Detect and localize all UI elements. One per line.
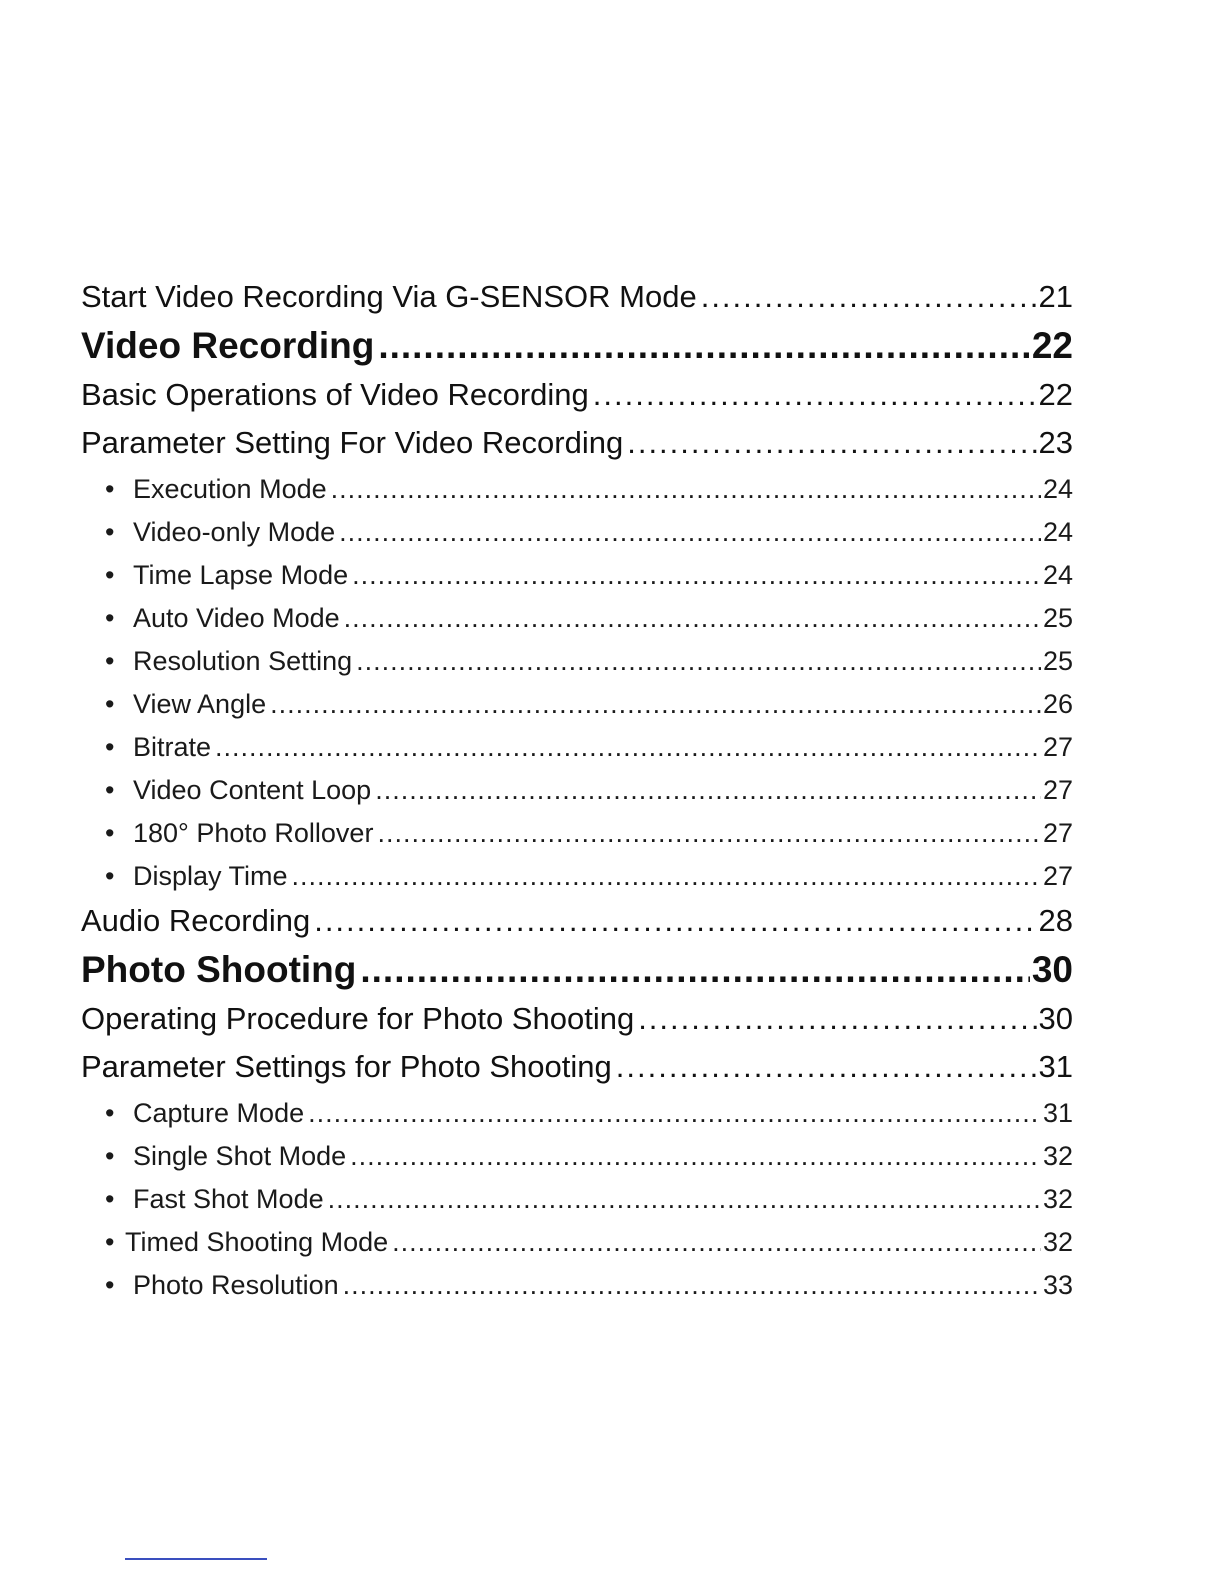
footer-rule bbox=[125, 1558, 267, 1560]
toc-entry-title: Capture Mode bbox=[133, 1098, 305, 1128]
dot-leader bbox=[331, 469, 1041, 509]
table-of-contents bbox=[81, 275, 1073, 1308]
toc-entry-title: Time Lapse Mode bbox=[133, 560, 349, 590]
bullet-icon: • bbox=[105, 517, 115, 547]
toc-entry-page: 26 bbox=[1042, 689, 1073, 719]
toc-entry-title: Start Video Recording Via G-SENSOR Mode bbox=[81, 279, 697, 314]
toc-entry-page: 23 bbox=[1038, 425, 1073, 460]
toc-entry-page: 27 bbox=[1042, 775, 1073, 805]
toc-entry-title: Parameter Settings for Photo Shooting bbox=[81, 1049, 612, 1084]
dot-leader bbox=[392, 1222, 1041, 1262]
bullet-icon: • bbox=[105, 646, 115, 676]
dot-leader bbox=[308, 1093, 1041, 1133]
bullet-icon: • bbox=[105, 818, 115, 848]
toc-entry-page: 24 bbox=[1042, 560, 1073, 590]
toc-entry-page: 31 bbox=[1042, 1098, 1073, 1128]
bullet-icon: • bbox=[105, 1098, 115, 1128]
toc-entry-title: Timed Shooting Mode bbox=[125, 1227, 389, 1257]
bullet-icon: • bbox=[105, 775, 115, 805]
toc-entry-title: Display Time bbox=[133, 861, 288, 891]
toc-entry-page: 32 bbox=[1042, 1227, 1073, 1257]
toc-item-bitrate[interactable] bbox=[81, 727, 1073, 770]
toc-item-auto-video-mode[interactable] bbox=[81, 598, 1073, 641]
toc-entry-title: Single Shot Mode bbox=[133, 1141, 347, 1171]
dot-leader bbox=[360, 947, 1029, 993]
dot-leader bbox=[377, 813, 1041, 853]
toc-entry-title: Operating Procedure for Photo Shooting bbox=[81, 1001, 635, 1036]
toc-entry-audio-recording[interactable] bbox=[81, 899, 1073, 947]
toc-entry-title: Video Content Loop bbox=[133, 775, 372, 805]
toc-entry-page: 32 bbox=[1042, 1184, 1073, 1214]
dot-leader bbox=[344, 598, 1041, 638]
bullet-icon: • bbox=[105, 1227, 115, 1257]
dot-leader bbox=[701, 275, 1037, 319]
dot-leader bbox=[627, 421, 1036, 465]
toc-entry-page: 21 bbox=[1038, 279, 1073, 314]
toc-item-photo-resolution[interactable] bbox=[81, 1265, 1073, 1308]
toc-entry-page: 31 bbox=[1038, 1049, 1073, 1084]
toc-entry-page: 30 bbox=[1038, 1001, 1073, 1036]
toc-entry-title: Photo Shooting bbox=[81, 949, 357, 990]
toc-entry-title: 180° Photo Rollover bbox=[133, 818, 374, 848]
bullet-icon: • bbox=[105, 1184, 115, 1214]
toc-item-single-shot-mode[interactable] bbox=[81, 1136, 1073, 1179]
toc-item-fast-shot-mode[interactable] bbox=[81, 1179, 1073, 1222]
toc-item-display-time[interactable] bbox=[81, 856, 1073, 899]
toc-entry-page: 33 bbox=[1042, 1270, 1073, 1300]
dot-leader bbox=[638, 997, 1036, 1041]
toc-entry-parameter-setting-video[interactable] bbox=[81, 421, 1073, 469]
dot-leader bbox=[593, 373, 1037, 417]
toc-entry-title: Photo Resolution bbox=[133, 1270, 339, 1300]
bullet-icon: • bbox=[105, 603, 115, 633]
toc-entry-title: Bitrate bbox=[133, 732, 212, 762]
toc-item-timed-shooting-mode[interactable] bbox=[81, 1222, 1073, 1265]
dot-leader bbox=[356, 641, 1041, 681]
dot-leader bbox=[352, 555, 1041, 595]
toc-entry-title: Audio Recording bbox=[81, 903, 311, 938]
bullet-icon: • bbox=[105, 474, 115, 504]
dot-leader bbox=[375, 770, 1041, 810]
dot-leader bbox=[270, 684, 1041, 724]
toc-entry-page: 22 bbox=[1031, 325, 1073, 366]
toc-entry-page: 27 bbox=[1042, 861, 1073, 891]
toc-entry-basic-operations[interactable] bbox=[81, 373, 1073, 421]
toc-entry-page: 24 bbox=[1042, 517, 1073, 547]
toc-entry-page: 32 bbox=[1042, 1141, 1073, 1171]
toc-chapter-video-recording[interactable] bbox=[81, 323, 1073, 373]
toc-entry-title: Execution Mode bbox=[133, 474, 327, 504]
toc-entry-page: 22 bbox=[1038, 377, 1073, 412]
toc-item-resolution-setting[interactable] bbox=[81, 641, 1073, 684]
toc-entry-title: View Angle bbox=[133, 689, 267, 719]
dot-leader bbox=[339, 512, 1041, 552]
toc-entry-title: Resolution Setting bbox=[133, 646, 353, 676]
toc-entry-page: 27 bbox=[1042, 732, 1073, 762]
toc-item-view-angle[interactable] bbox=[81, 684, 1073, 727]
bullet-icon: • bbox=[105, 732, 115, 762]
toc-entry-title: Video Recording bbox=[81, 325, 375, 366]
toc-entry-page: 24 bbox=[1042, 474, 1073, 504]
toc-item-time-lapse-mode[interactable] bbox=[81, 555, 1073, 598]
toc-entry-title: Parameter Setting For Video Recording bbox=[81, 425, 624, 460]
toc-entry-start-video-recording-g-sensor[interactable] bbox=[81, 275, 1073, 323]
toc-entry-title: Video-only Mode bbox=[133, 517, 336, 547]
dot-leader bbox=[616, 1045, 1037, 1089]
toc-entry-page: 27 bbox=[1042, 818, 1073, 848]
toc-entry-title: Basic Operations of Video Recording bbox=[81, 377, 589, 412]
toc-entry-title: Fast Shot Mode bbox=[133, 1184, 324, 1214]
toc-chapter-photo-shooting[interactable] bbox=[81, 947, 1073, 997]
toc-item-photo-rollover[interactable] bbox=[81, 813, 1073, 856]
dot-leader bbox=[350, 1136, 1041, 1176]
bullet-icon: • bbox=[105, 1141, 115, 1171]
bullet-icon: • bbox=[105, 689, 115, 719]
toc-entry-operating-procedure-photo[interactable] bbox=[81, 997, 1073, 1045]
bullet-icon: • bbox=[105, 1270, 115, 1300]
dot-leader bbox=[378, 323, 1030, 369]
toc-entry-page: 25 bbox=[1042, 603, 1073, 633]
toc-item-video-content-loop[interactable] bbox=[81, 770, 1073, 813]
dot-leader bbox=[314, 899, 1036, 943]
toc-entry-page: 25 bbox=[1042, 646, 1073, 676]
toc-entry-title: Auto Video Mode bbox=[133, 603, 340, 633]
toc-entry-page: 30 bbox=[1031, 949, 1073, 990]
toc-item-video-only-mode[interactable] bbox=[81, 512, 1073, 555]
dot-leader bbox=[215, 727, 1041, 767]
bullet-icon: • bbox=[105, 560, 115, 590]
toc-entry-parameter-settings-photo[interactable] bbox=[81, 1045, 1073, 1093]
toc-item-capture-mode[interactable] bbox=[81, 1093, 1073, 1136]
dot-leader bbox=[343, 1265, 1041, 1305]
dot-leader bbox=[292, 856, 1041, 896]
bullet-icon: • bbox=[105, 861, 115, 891]
dot-leader bbox=[328, 1179, 1041, 1219]
toc-entry-page: 28 bbox=[1038, 903, 1073, 938]
toc-item-execution-mode[interactable] bbox=[81, 469, 1073, 512]
